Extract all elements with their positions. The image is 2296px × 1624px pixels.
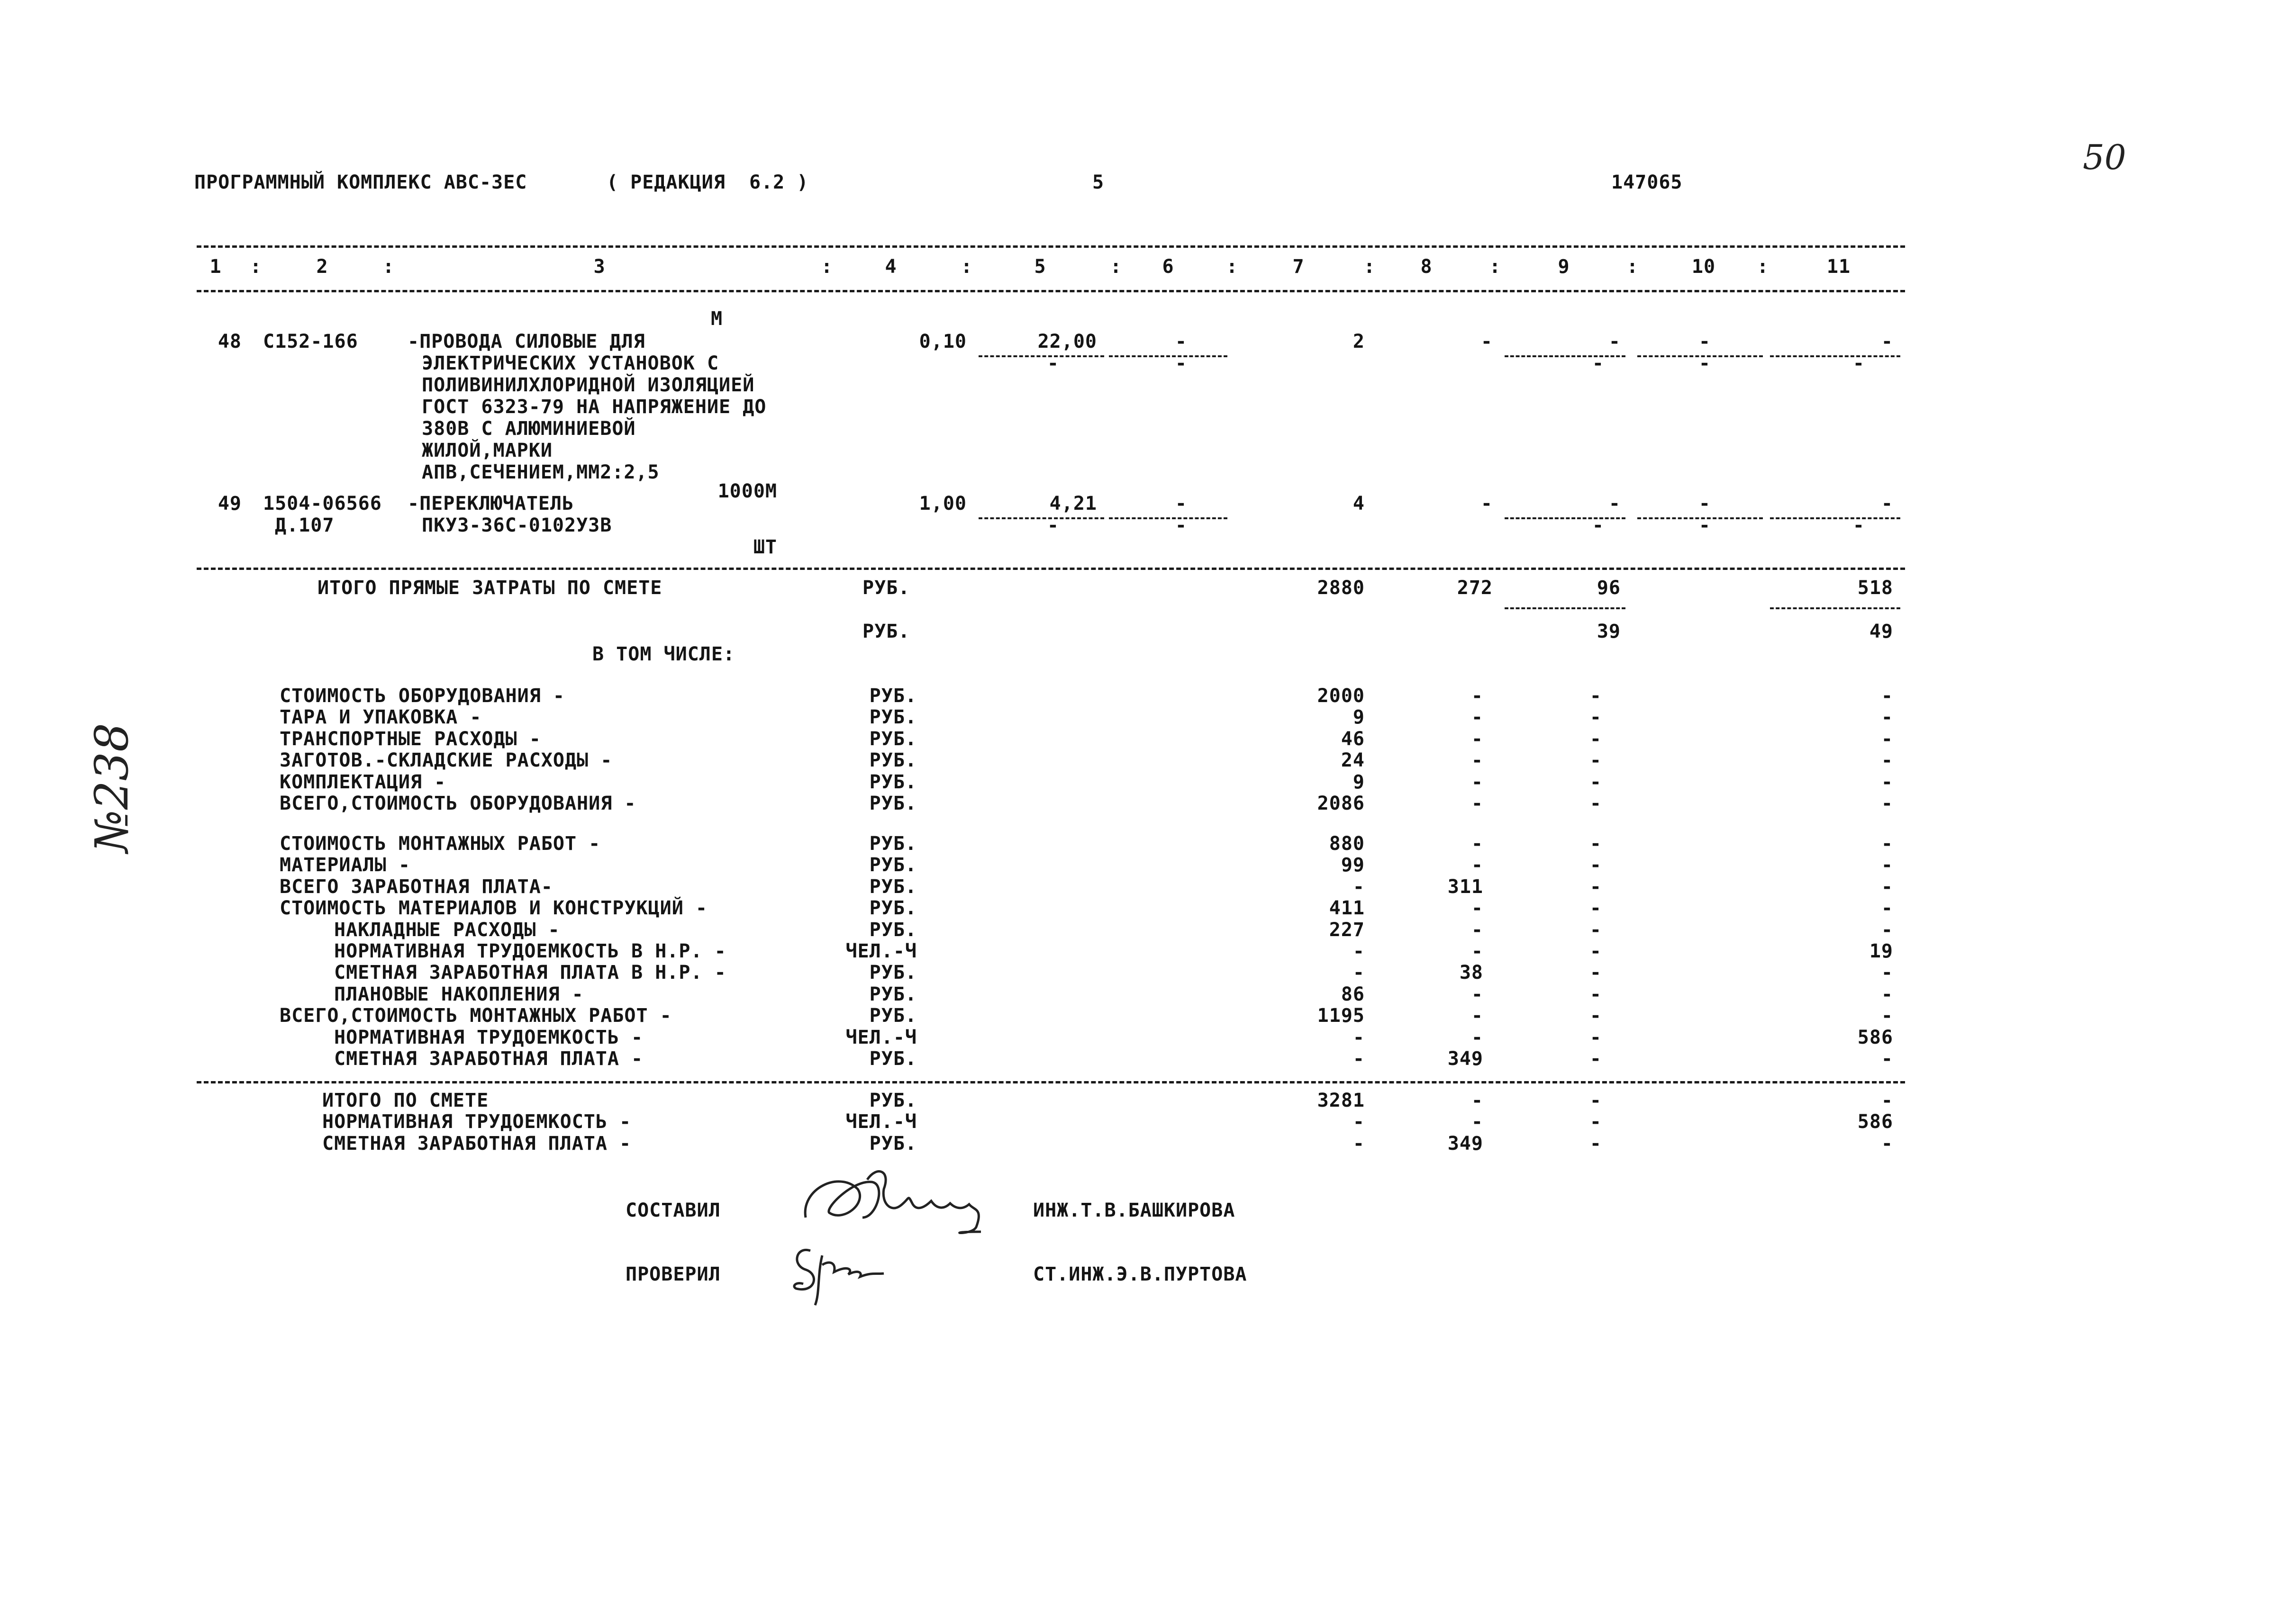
totals-row-col7: -	[1352, 1111, 1365, 1133]
column-number: 8	[1420, 256, 1433, 278]
installation-row-col8: -	[1471, 1005, 1483, 1027]
item-value-c5: 22,00	[1037, 331, 1097, 352]
installation-row-col8: -	[1471, 983, 1483, 1005]
installation-row-col7: 99	[1341, 854, 1365, 876]
item-value-c9: -	[1608, 493, 1621, 514]
item-code: 1504-06566	[263, 493, 382, 514]
installation-row-unit: РУБ.	[869, 919, 917, 941]
equipment-row-label: ТАРА И УПАКОВКА -	[280, 706, 482, 729]
equipment-row-col9: -	[1589, 793, 1602, 814]
program-title: ПРОГРАММНЫЙ КОМПЛЕКС АВС-3ЕС	[194, 171, 527, 193]
item-description-line: ПОЛИВИНИЛХЛОРИДНОЙ ИЗОЛЯЦИЕЙ	[422, 374, 755, 396]
equipment-row-unit: РУБ.	[869, 685, 917, 707]
totals-row-unit: РУБ.	[869, 1132, 917, 1155]
equipment-row-col7: 9	[1352, 706, 1365, 729]
item-description-line: АПВ,СЕЧЕНИЕМ,ММ2:2,5	[422, 461, 660, 483]
installation-row-col7: 1195	[1317, 1005, 1365, 1027]
totals-row-col8: -	[1471, 1111, 1483, 1133]
header-rule-top	[197, 245, 1905, 248]
installation-row-col8: 311	[1447, 875, 1483, 898]
underline-col11	[1770, 355, 1900, 357]
item-value-c6: -	[1175, 331, 1187, 352]
installation-row-col11: -	[1881, 1048, 1893, 1070]
totals-row-unit: РУБ.	[869, 1090, 917, 1111]
equipment-row-col8: -	[1471, 685, 1483, 707]
item-code: С152-166	[263, 331, 358, 352]
item-value-c4: 0,10	[919, 331, 967, 352]
installation-row-col8: 349	[1447, 1048, 1483, 1070]
column-separator: :	[1226, 256, 1238, 278]
direct-costs-col11: 518	[1857, 577, 1893, 599]
equipment-row-col9: -	[1589, 728, 1602, 750]
underline-col6	[1109, 355, 1227, 357]
item-sub-col6: -	[1175, 352, 1187, 374]
item-sub-col5: -	[1047, 352, 1059, 374]
installation-row-col8: -	[1471, 897, 1483, 920]
document-number: 147065	[1611, 171, 1683, 193]
underline-col6	[1109, 517, 1227, 519]
installation-row-col7: -	[1352, 1026, 1365, 1048]
column-number: 11	[1826, 256, 1851, 278]
underline-col5	[979, 517, 1104, 519]
installation-row-unit: РУБ.	[869, 1005, 917, 1027]
direct-costs-col8: 272	[1457, 577, 1493, 599]
item-value-c6: -	[1175, 493, 1187, 514]
item-description-line: ГОСТ 6323-79 НА НАПРЯЖЕНИЕ ДО	[422, 396, 767, 418]
installation-row-col9: -	[1589, 854, 1602, 876]
underline-col5	[979, 355, 1104, 357]
installation-row-unit: РУБ.	[869, 875, 917, 898]
installation-row-unit: ЧЕЛ.-Ч	[845, 940, 917, 962]
installation-row-col9: -	[1589, 919, 1602, 941]
installation-row-col11: -	[1881, 919, 1893, 941]
equipment-row-col11: -	[1881, 793, 1893, 814]
column-separator: :	[821, 256, 833, 278]
direct-costs-unit-2: РУБ.	[862, 621, 910, 642]
equipment-row-label: КОМПЛЕКТАЦИЯ -	[280, 771, 446, 793]
installation-row-col11: -	[1881, 983, 1893, 1005]
installation-row-label: СМЕТНАЯ ЗАРАБОТНАЯ ПЛАТА -	[334, 1048, 644, 1070]
equipment-row-col9: -	[1589, 771, 1602, 793]
item-description-line: 380В С АЛЮМИНИЕВОЙ	[422, 418, 636, 440]
column-number: 4	[885, 256, 897, 278]
totals-row-col8: -	[1471, 1090, 1483, 1111]
totals-row-label: НОРМАТИВНАЯ ТРУДОЕМКОСТЬ -	[322, 1111, 632, 1133]
equipment-row-label: СТОИМОСТЬ ОБОРУДОВАНИЯ -	[280, 685, 565, 707]
column-number: 5	[1034, 256, 1046, 278]
installation-row-col11: -	[1881, 1005, 1893, 1027]
equipment-row-unit: РУБ.	[869, 793, 917, 814]
items-rule	[197, 568, 1905, 570]
item-value-c10: -	[1698, 493, 1711, 514]
equipment-row-col8: -	[1471, 749, 1483, 772]
installation-row-label: МАТЕРИАЛЫ -	[280, 854, 410, 876]
equipment-row-col8: -	[1471, 793, 1483, 814]
header-rule-bottom	[197, 290, 1905, 292]
equipment-row-col7: 2086	[1317, 793, 1365, 814]
column-number: 9	[1558, 256, 1570, 278]
column-separator: :	[1757, 256, 1769, 278]
item-value-c11: -	[1881, 493, 1893, 514]
installation-row-unit: РУБ.	[869, 833, 917, 855]
installation-row-label: СТОИМОСТЬ МОНТАЖНЫХ РАБОТ -	[280, 833, 601, 855]
installation-row-label: НОРМАТИВНАЯ ТРУДОЕМКОСТЬ В Н.Р. -	[334, 940, 726, 962]
item-unit: ШТ	[753, 536, 777, 558]
totals-rule	[197, 1081, 1905, 1083]
column-separator: :	[1363, 256, 1376, 278]
item-sub-col11: -	[1852, 514, 1865, 536]
equipment-row-col11: -	[1881, 771, 1893, 793]
installation-row-col11: -	[1881, 833, 1893, 855]
item-value-c5: 4,21	[1049, 493, 1097, 514]
checked-by-name: СТ.ИНЖ.Э.В.ПУРТОВА	[1033, 1263, 1247, 1285]
checked-signature	[777, 1236, 900, 1308]
equipment-row-col11: -	[1881, 728, 1893, 750]
item-description-line: ЭЛЕКТРИЧЕСКИХ УСТАНОВОК С	[422, 352, 719, 374]
equipment-row-col9: -	[1589, 706, 1602, 729]
installation-row-col11: 19	[1869, 940, 1893, 962]
installation-row-col8: -	[1471, 940, 1483, 962]
installation-row-col9: -	[1589, 1005, 1602, 1027]
item-value-c11: -	[1881, 331, 1893, 352]
installation-row-unit: РУБ.	[869, 897, 917, 920]
underline-col9	[1505, 355, 1625, 357]
item-number: 49	[218, 493, 242, 514]
direct-costs-col9-b: 39	[1597, 621, 1621, 642]
installation-row-label: СМЕТНАЯ ЗАРАБОТНАЯ ПЛАТА В Н.Р. -	[334, 962, 726, 984]
installation-row-col9: -	[1589, 1026, 1602, 1048]
item-value-c7: 4	[1352, 493, 1365, 514]
installation-row-col9: -	[1589, 940, 1602, 962]
installation-row-col11: -	[1881, 854, 1893, 876]
direct-costs-label: ИТОГО ПРЯМЫЕ ЗАТРАТЫ ПО СМЕТЕ	[318, 577, 662, 599]
installation-row-col7: 86	[1341, 983, 1365, 1005]
installation-row-col11: 586	[1857, 1026, 1893, 1048]
totals-row-col9: -	[1589, 1090, 1602, 1111]
installation-row-col8: -	[1471, 854, 1483, 876]
equipment-row-col11: -	[1881, 749, 1893, 772]
checked-by-label: ПРОВЕРИЛ	[626, 1263, 721, 1285]
underline-col11	[1770, 607, 1900, 609]
edition-label: ( РЕДАКЦИЯ 6.2 )	[607, 171, 809, 193]
column-number: 10	[1691, 256, 1716, 278]
totals-row-unit: ЧЕЛ.-Ч	[845, 1111, 917, 1133]
installation-row-col8: -	[1471, 919, 1483, 941]
totals-row-label: СМЕТНАЯ ЗАРАБОТНАЯ ПЛАТА -	[322, 1132, 632, 1155]
direct-costs-unit: РУБ.	[862, 577, 910, 599]
equipment-row-col9: -	[1589, 685, 1602, 707]
equipment-row-col7: 46	[1341, 728, 1365, 750]
item-number: 48	[218, 331, 242, 352]
compiled-by-label: СОСТАВИЛ	[626, 1200, 721, 1221]
item-description-line: -ПРОВОДА СИЛОВЫЕ ДЛЯ	[408, 331, 645, 352]
direct-costs-col11-b: 49	[1869, 621, 1893, 642]
item-value-c8: -	[1480, 331, 1493, 352]
item-value-c4: 1,00	[919, 493, 967, 514]
equipment-row-unit: РУБ.	[869, 728, 917, 750]
direct-costs-col9: 96	[1597, 577, 1621, 599]
equipment-row-col9: -	[1589, 749, 1602, 772]
item-sub-col5: -	[1047, 514, 1059, 536]
totals-row-col11: -	[1881, 1090, 1893, 1111]
underline-col11	[1770, 517, 1900, 519]
installation-row-col9: -	[1589, 1048, 1602, 1070]
installation-row-label: НОРМАТИВНАЯ ТРУДОЕМКОСТЬ -	[334, 1026, 644, 1048]
equipment-row-col11: -	[1881, 706, 1893, 729]
item-description-line: ПКУ3-36С-0102У3В	[422, 514, 612, 536]
item-sub-col6: -	[1175, 514, 1187, 536]
installation-row-label: ВСЕГО,СТОИМОСТЬ МОНТАЖНЫХ РАБОТ -	[280, 1005, 672, 1027]
installation-row-unit: РУБ.	[869, 1048, 917, 1070]
item-sub-col9: -	[1592, 352, 1604, 374]
item-value-c10: -	[1698, 331, 1711, 352]
installation-row-unit: ЧЕЛ.-Ч	[845, 1026, 917, 1048]
installation-row-col7: -	[1352, 962, 1365, 984]
item-value-c7: 2	[1352, 331, 1365, 352]
equipment-row-col7: 9	[1352, 771, 1365, 793]
direct-costs-col7: 2880	[1317, 577, 1365, 599]
including-label: В ТОМ ЧИСЛЕ:	[592, 643, 735, 665]
equipment-row-col8: -	[1471, 728, 1483, 750]
installation-row-col7: -	[1352, 875, 1365, 898]
equipment-row-col7: 24	[1341, 749, 1365, 772]
equipment-row-col11: -	[1881, 685, 1893, 707]
installation-row-col9: -	[1589, 897, 1602, 920]
equipment-row-unit: РУБ.	[869, 771, 917, 793]
totals-row-col8: 349	[1447, 1132, 1483, 1155]
item-sub-col10: -	[1698, 514, 1711, 536]
totals-row-col9: -	[1589, 1111, 1602, 1133]
item-description-line: -ПЕРЕКЛЮЧАТЕЛЬ	[408, 493, 574, 514]
column-separator: :	[961, 256, 973, 278]
installation-row-col11: -	[1881, 875, 1893, 898]
installation-row-unit: РУБ.	[869, 983, 917, 1005]
installation-row-col7: 411	[1329, 897, 1365, 920]
equipment-row-unit: РУБ.	[869, 706, 917, 729]
column-separator: :	[1110, 256, 1122, 278]
totals-row-col11: -	[1881, 1132, 1893, 1155]
item-code-secondary: Д.107	[275, 514, 335, 536]
installation-row-col8: -	[1471, 833, 1483, 855]
item-value-c9: -	[1608, 331, 1621, 352]
installation-row-unit: РУБ.	[869, 962, 917, 984]
installation-row-col9: -	[1589, 833, 1602, 855]
installation-row-col8: 38	[1459, 962, 1483, 984]
totals-row-col7: -	[1352, 1132, 1365, 1155]
installation-row-col11: -	[1881, 962, 1893, 984]
installation-row-label: ВСЕГО ЗАРАБОТНАЯ ПЛАТА-	[280, 875, 553, 898]
equipment-row-label: ВСЕГО,СТОИМОСТЬ ОБОРУДОВАНИЯ -	[280, 793, 636, 814]
installation-row-label: СТОИМОСТЬ МАТЕРИАЛОВ И КОНСТРУКЦИЙ -	[280, 897, 708, 920]
installation-row-col7: -	[1352, 940, 1365, 962]
installation-row-label: ПЛАНОВЫЕ НАКОПЛЕНИЯ -	[334, 983, 584, 1005]
item-unit: 1000М	[717, 480, 777, 502]
column-separator: :	[382, 256, 395, 278]
column-number: 7	[1292, 256, 1305, 278]
installation-row-col11: -	[1881, 897, 1893, 920]
equipment-row-col8: -	[1471, 706, 1483, 729]
equipment-row-unit: РУБ.	[869, 749, 917, 772]
item-unit-top: М	[711, 308, 723, 330]
column-number: 1	[209, 256, 222, 278]
item-sub-col9: -	[1592, 514, 1604, 536]
item-description-line: ЖИЛОЙ,МАРКИ	[422, 440, 553, 461]
installation-row-col9: -	[1589, 875, 1602, 898]
underline-col9	[1505, 607, 1625, 609]
installation-row-col7: -	[1352, 1048, 1365, 1070]
margin-note: №238	[85, 722, 138, 853]
column-number: 3	[593, 256, 606, 278]
compiled-by-name: ИНЖ.Т.В.БАШКИРОВА	[1033, 1200, 1235, 1221]
column-separator: :	[1489, 256, 1501, 278]
installation-row-label: НАКЛАДНЫЕ РАСХОДЫ -	[334, 919, 560, 941]
column-separator: :	[1626, 256, 1639, 278]
equipment-row-col8: -	[1471, 771, 1483, 793]
totals-row-col7: 3281	[1317, 1090, 1365, 1111]
installation-row-col8: -	[1471, 1026, 1483, 1048]
column-number: 6	[1162, 256, 1174, 278]
column-number: 2	[316, 256, 328, 278]
totals-row-col11: 586	[1857, 1111, 1893, 1133]
item-sub-col10: -	[1698, 352, 1711, 374]
installation-row-col9: -	[1589, 962, 1602, 984]
totals-row-label: ИТОГО ПО СМЕТЕ	[322, 1090, 489, 1111]
item-sub-col11: -	[1852, 352, 1865, 374]
installation-row-col9: -	[1589, 983, 1602, 1005]
handwritten-page-number: 50	[2083, 137, 2126, 177]
underline-col9	[1505, 517, 1625, 519]
installation-row-unit: РУБ.	[869, 854, 917, 876]
installation-row-col7: 880	[1329, 833, 1365, 855]
equipment-row-col7: 2000	[1317, 685, 1365, 707]
equipment-row-label: ТРАНСПОРТНЫЕ РАСХОДЫ -	[280, 728, 541, 750]
installation-row-col7: 227	[1329, 919, 1365, 941]
item-value-c8: -	[1480, 493, 1493, 514]
column-separator: :	[250, 256, 262, 278]
totals-row-col9: -	[1589, 1132, 1602, 1155]
equipment-row-label: ЗАГОТОВ.-СКЛАДСКИЕ РАСХОДЫ -	[280, 749, 613, 772]
page-number: 5	[1092, 171, 1105, 193]
